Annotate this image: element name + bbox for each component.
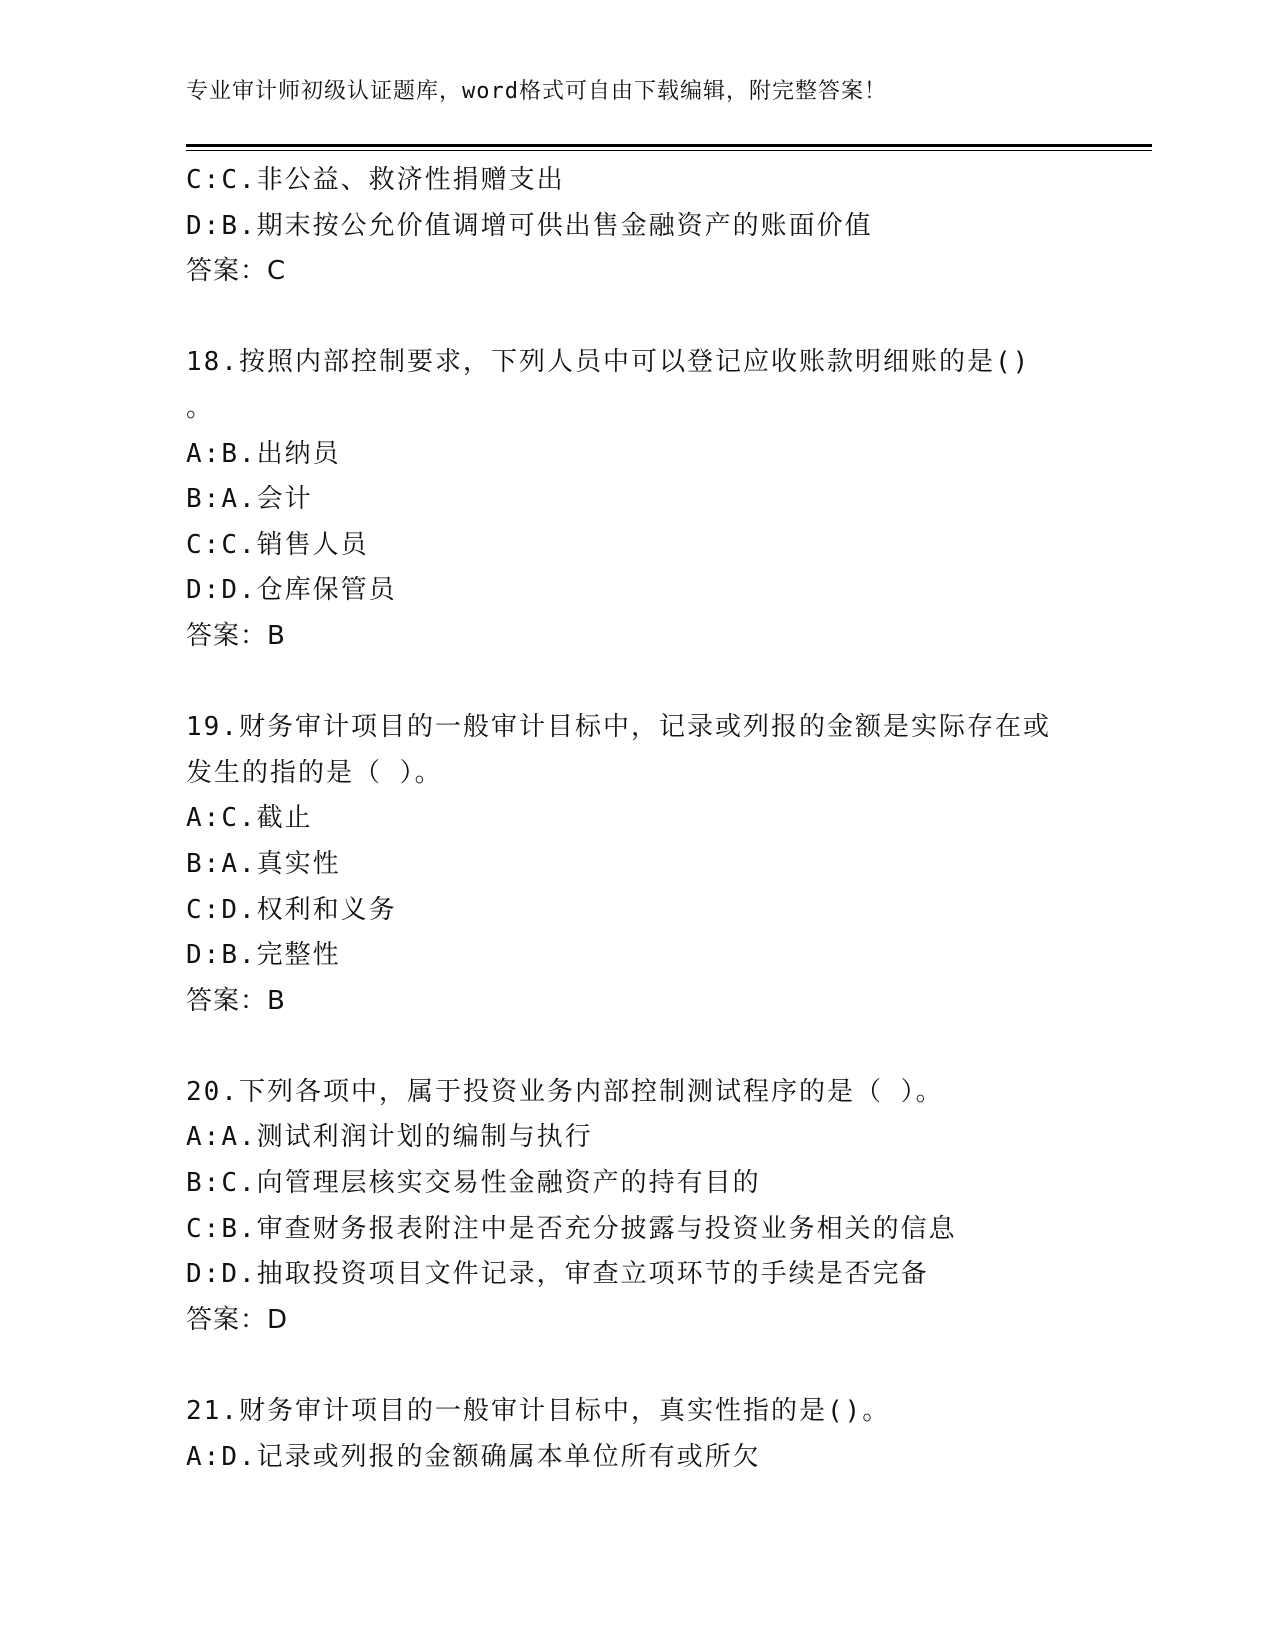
option-text: D.抽取投资项目文件记录，审查立项环节的手续是否完备 <box>221 1259 929 1290</box>
question-17-tail <box>186 158 1126 295</box>
question-text: 19.财务审计项目的一般审计目标中，记录或列报的金额是实际存在或 <box>186 712 1051 743</box>
answer: 答案：D <box>186 1304 289 1335</box>
option-b <box>186 1161 1126 1207</box>
option-letter: C: <box>186 894 222 925</box>
option-c <box>186 888 1126 934</box>
option-letter: D: <box>186 940 222 971</box>
question-text: 18.按照内部控制要求，下列人员中可以登记应收账款明细账的是() <box>186 347 1031 378</box>
question-text: 发生的指的是（ ）。 <box>186 757 443 788</box>
option-text: C.非公益、救济性捐赠支出 <box>221 165 565 195</box>
option-text: C.向管理层核实交易性金融资产的持有目的 <box>221 1168 761 1199</box>
question-text: 20.下列各项中，属于投资业务内部控制测试程序的是（ ）。 <box>186 1076 944 1107</box>
question-text: 。 <box>186 392 215 423</box>
option-b <box>186 842 1126 888</box>
option-letter: C: <box>186 1213 222 1244</box>
question-21 <box>186 1389 1126 1480</box>
option-text: C.销售人员 <box>221 529 369 560</box>
option-text: B.出纳员 <box>221 438 341 469</box>
option-c <box>186 158 1126 204</box>
option-text: B.审查财务报表附注中是否充分披露与投资业务相关的信息 <box>221 1213 957 1244</box>
question-text: 21.财务审计项目的一般审计目标中，真实性指的是()。 <box>186 1396 891 1427</box>
option-letter: D: <box>186 575 222 606</box>
option-text: A.真实性 <box>221 848 341 879</box>
answer: 答案：B <box>186 985 286 1016</box>
option-letter: C: <box>186 529 222 560</box>
option-letter: A: <box>186 1441 222 1472</box>
option-c <box>186 523 1126 569</box>
option-letter: C: <box>186 165 222 195</box>
option-a <box>186 796 1126 842</box>
option-c <box>186 1207 1126 1253</box>
option-text: D.仓库保管员 <box>221 575 397 606</box>
option-d <box>186 204 1126 250</box>
option-text: A.测试利润计划的编制与执行 <box>221 1122 593 1153</box>
option-letter: B: <box>186 848 222 879</box>
spacer <box>186 660 1126 706</box>
option-letter: D: <box>186 1259 222 1290</box>
option-letter: A: <box>186 803 222 834</box>
question-19 <box>186 705 1126 1024</box>
spacer <box>186 295 1126 341</box>
header-rule-thin <box>186 150 1152 151</box>
option-letter: B: <box>186 1168 222 1199</box>
option-text: B.完整性 <box>221 940 341 971</box>
option-a <box>186 1115 1126 1161</box>
option-letter: D: <box>186 210 222 241</box>
question-20 <box>186 1070 1126 1344</box>
spacer <box>186 1024 1126 1070</box>
question-18 <box>186 340 1126 659</box>
option-d <box>186 933 1126 979</box>
option-a <box>186 432 1126 478</box>
option-text: C.截止 <box>221 803 313 834</box>
option-text: B.期末按公允价值调增可供出售金融资产的账面价值 <box>221 210 873 241</box>
option-letter: B: <box>186 484 222 515</box>
answer: 答案：B <box>186 620 286 651</box>
question-list <box>186 158 1126 1480</box>
option-letter: A: <box>186 1122 222 1153</box>
option-a <box>186 1435 1126 1481</box>
header-rule-thick <box>186 144 1152 147</box>
spacer <box>186 1343 1126 1389</box>
option-b <box>186 477 1126 523</box>
option-text: A.会计 <box>221 484 313 515</box>
option-text: D.记录或列报的金额确属本单位所有或所欠 <box>221 1441 761 1472</box>
option-text: D.权利和义务 <box>221 894 397 925</box>
option-letter: A: <box>186 438 222 469</box>
option-d <box>186 568 1126 614</box>
page-header: 专业审计师初级认证题库，word格式可自由下载编辑，附完整答案！ <box>186 79 887 104</box>
answer: 答案：C <box>186 256 287 287</box>
option-d <box>186 1252 1126 1298</box>
